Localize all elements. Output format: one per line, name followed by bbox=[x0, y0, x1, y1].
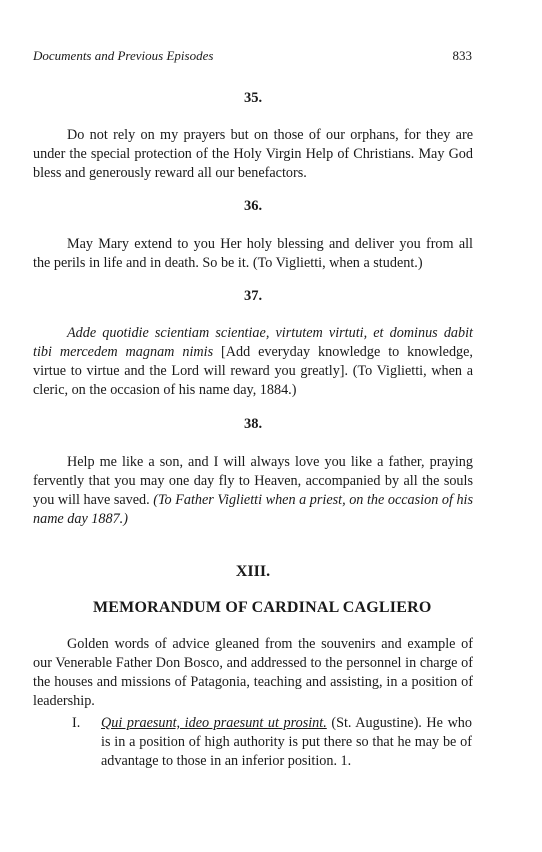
item-text: Do not rely on my prayers but on those of our orphans, for they are under the special protection of the Holy Virgin Help of Christians. May God bless and generously reward all our benefactors. bbox=[33, 127, 473, 181]
item-text: May Mary extend to you Her holy blessing and deliver you from all the perils in life and in death. So be it. (To Viglietti, when a student.) bbox=[33, 236, 473, 271]
item-text-main: Help me like a son, and I will always love you like a father, praying fervently that you may one day fly to Heaven, accompanied by all the souls you will have saved. bbox=[33, 454, 473, 508]
item-text bbox=[33, 453, 473, 529]
list-item-text: (St. Augustine). He who is in a position of high authority is put there so that he may be of advantage to those in an inferior position. 1. bbox=[101, 715, 472, 769]
list-item bbox=[72, 714, 472, 771]
item-number: 38. bbox=[243, 416, 263, 432]
page-number: 833 bbox=[452, 48, 472, 63]
item-number: 36. bbox=[243, 198, 263, 214]
item-text-rest: [Add everyday knowledge to knowledge, virtue to virtue and the Lord will reward you greatly]. (To Viglietti, when a cleric, on the occasion of his name day, 1884.) bbox=[33, 344, 473, 398]
latin-quote: Qui praesunt, ideo praesunt ut prosint. bbox=[101, 715, 327, 731]
item-text bbox=[33, 324, 473, 400]
item-text-note: (To Father Viglietti when a priest, on the occasion of his name day 1887.) bbox=[33, 492, 474, 527]
chapter-number: XIII. bbox=[235, 563, 271, 580]
running-title: Documents and Previous Episodes bbox=[33, 48, 214, 63]
chapter-intro bbox=[33, 635, 473, 711]
intro-text: Golden words of advice gleaned from the souvenirs and example of our Venerable Father Don Bosco, and addressed to the personnel in charge of the houses and missions of Patagonia, teaching and assisting, in a position of leadership. bbox=[33, 636, 473, 709]
item-paragraph bbox=[33, 324, 473, 400]
list-marker: I. bbox=[72, 715, 81, 731]
item-number: 37. bbox=[243, 288, 263, 304]
running-header bbox=[33, 48, 472, 64]
item-number: 35. bbox=[243, 90, 263, 106]
item-paragraph bbox=[33, 235, 473, 273]
item-paragraph bbox=[33, 453, 473, 529]
list-item-body bbox=[101, 714, 472, 771]
chapter-title: MEMORANDUM OF CARDINAL CAGLIERO bbox=[93, 599, 432, 616]
item-paragraph bbox=[33, 126, 473, 183]
latin-quote: Adde quotidie scientiam scientiae, virtutem virtuti, et dominus dabit tibi mercedem magnam nimis bbox=[33, 325, 473, 360]
